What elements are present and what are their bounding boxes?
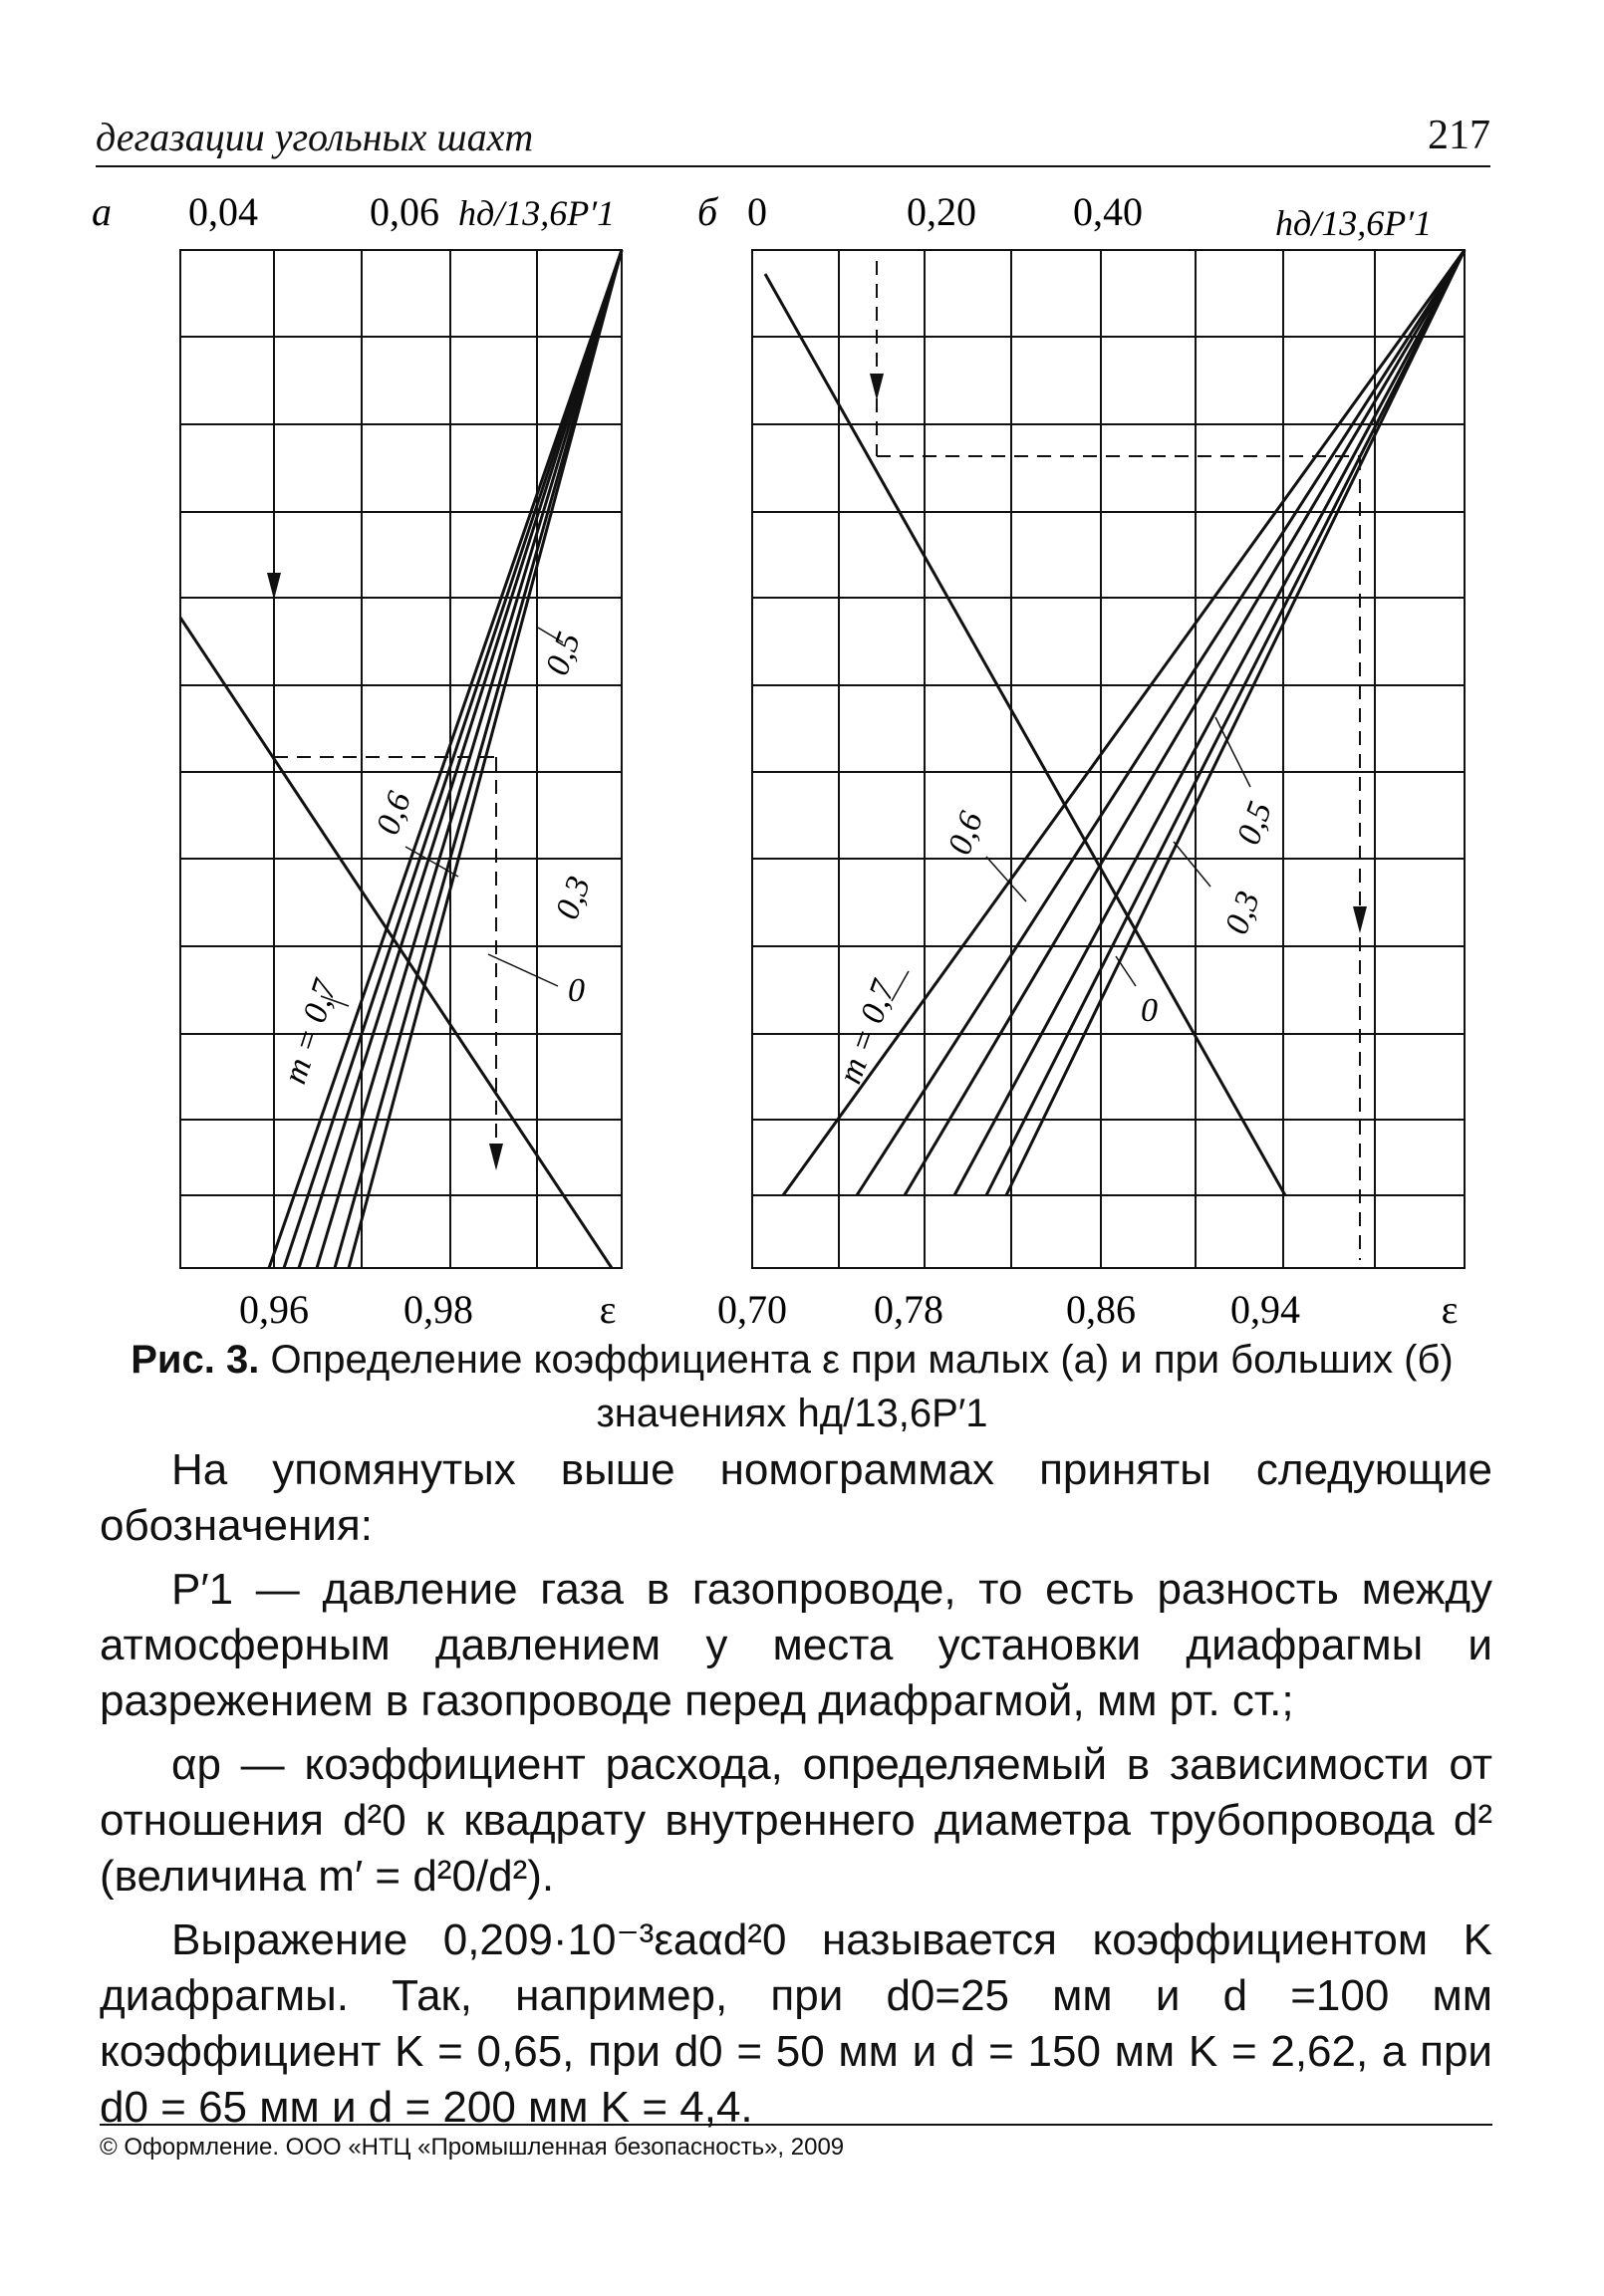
arrow-down-icon xyxy=(870,374,884,400)
panel-a-bottom-tick: 0,96 xyxy=(239,1287,309,1332)
page-number: 217 xyxy=(1428,113,1490,158)
caption-text: Определение коэффициента ε при малых (а) и при больших (б) значениях hд/13,6P′1 xyxy=(270,1338,1454,1435)
arrow-down-icon xyxy=(489,1144,503,1170)
caption-label: Рис. 3. xyxy=(131,1338,260,1382)
panel-b-dashed-guide xyxy=(877,261,1360,1260)
panel-b-top-axis-label: hд/13,6P′1 xyxy=(1275,203,1433,243)
paragraph: P′1 — давление газа в газопроводе, то есть разность между атмосферным давлением у места установки диафрагмы и разрежением в газопроводе перед диафрагмой, мм рт. ст.; xyxy=(100,1565,1492,1725)
panel-b-bottom-tick: 0,78 xyxy=(874,1287,943,1332)
page-footer xyxy=(100,2124,1492,2162)
paragraph: Выражение 0,209·10⁻³εaαd²0 называется коэффициентом K диафрагмы. Так, например, при d0=25 мм и d =100 мм коэффициент K = 0,65, при d0 = 50 мм и d = 150 мм K = 2,62, а при d0 = 65 мм и d = 200 мм K = 4,4. xyxy=(100,1915,1492,2132)
panel-b-top-tick: 0,40 xyxy=(1073,189,1143,234)
running-title: дегазации угольных шахт xyxy=(96,115,534,159)
copyright-text: © Оформление. ООО «НТЦ «Промышленная безопасность», 2009 xyxy=(100,2134,845,2161)
panel-a-top-tick: 0,04 xyxy=(188,189,258,234)
panel-b-line-label: 0,5 xyxy=(1229,797,1280,850)
panel-b-bottom-axis-label: ε xyxy=(1441,1287,1459,1332)
panel-a-top-axis-label: hд/13,6P′1 xyxy=(458,193,616,233)
panel-b-line-label: 0,6 xyxy=(940,807,991,860)
body-text xyxy=(100,1442,1492,2144)
panel-b-line-label: 0 xyxy=(1141,992,1158,1029)
panel-a-grid xyxy=(180,250,622,1268)
panel-a-letter: а xyxy=(92,189,112,234)
panel-a-top-tick: 0,06 xyxy=(370,189,439,234)
paragraph: αр — коэффициент расхода, определяемый в зависимости от отношения d²0 к квадрату внутреннего диаметра трубопровода d² (величина m′ = d²0/d²). xyxy=(100,1740,1492,1901)
panel-a-bottom-axis-label: ε xyxy=(599,1287,617,1332)
arrow-down-icon xyxy=(1353,906,1367,933)
panel-b xyxy=(697,189,1465,1332)
panel-a-line-label: m = 0,7 xyxy=(276,975,345,1089)
panel-a-line-label: 0,3 xyxy=(548,872,599,924)
panel-a xyxy=(92,189,622,1332)
panel-a-curves xyxy=(180,250,622,1268)
panel-b-top-tick: 0,20 xyxy=(907,189,976,234)
panel-b-line-label: m = 0,7 xyxy=(831,975,904,1089)
panel-b-line-label: 0,3 xyxy=(1217,887,1268,939)
panel-b-letter: б xyxy=(697,189,718,234)
panel-a-line-label: 0,5 xyxy=(538,628,589,680)
arrow-down-icon xyxy=(267,573,281,600)
panel-a-bottom-tick: 0,98 xyxy=(403,1287,473,1332)
panel-b-bottom-tick: 0,86 xyxy=(1066,1287,1136,1332)
panel-a-line-label: 0 xyxy=(568,972,585,1009)
panel-a-line-label: 0,6 xyxy=(369,787,419,840)
paragraph: На упомянутых выше номограммах приняты следующие обозначения: xyxy=(100,1445,1492,1550)
panel-b-bottom-tick: 0,94 xyxy=(1230,1287,1300,1332)
figure-caption xyxy=(80,1333,1504,1440)
panel-b-top-tick: 0 xyxy=(747,189,767,234)
panel-b-bottom-tick: 0,70 xyxy=(717,1287,787,1332)
panel-b-grid xyxy=(752,250,1465,1268)
